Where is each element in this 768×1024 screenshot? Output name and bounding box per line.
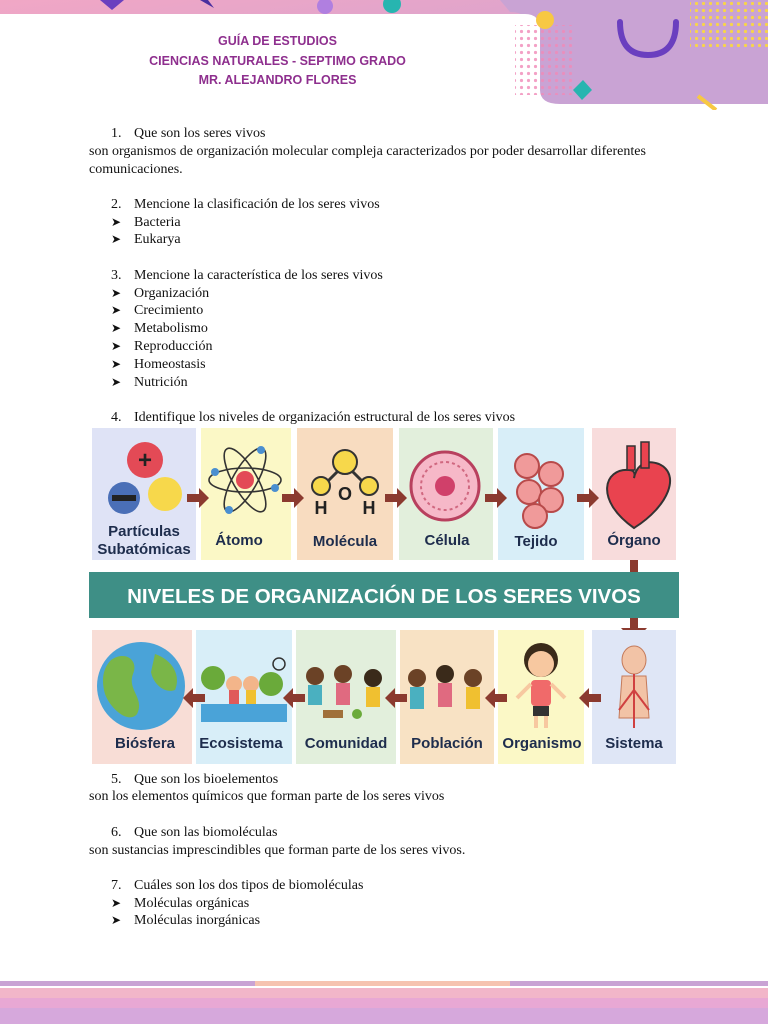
question-4: 4. Identifique los niveles de organización estructural de los seres vivos: [111, 409, 516, 425]
label-atomo: Átomo: [215, 532, 263, 549]
course-subtitle: CIENCIAS NATURALES - SEPTIMO GRADO: [149, 53, 406, 68]
teacher-name: MR. ALEJANDRO FLORES: [198, 73, 357, 87]
question-2: 2. Mencione la clasificación de los seres vivos: [111, 196, 380, 212]
arrowhead-bullet-icon: ➤: [111, 356, 122, 371]
arrowhead-bullet-icon: ➤: [111, 913, 122, 928]
label-organo: Órgano: [607, 532, 661, 549]
question-4-text: Identifique los niveles de organización estructural de los seres vivos: [134, 409, 516, 425]
list-item: ➤ Moléculas orgánicas: [111, 895, 250, 911]
arrowhead-bullet-icon: ➤: [111, 214, 122, 229]
cell-icon: [411, 452, 479, 520]
label-sistema: Sistema: [605, 735, 663, 752]
list-item: ➤ Homeostasis: [111, 356, 206, 372]
question-2-text: Mencione la clasificación de los seres vivos: [134, 196, 380, 212]
list-item: ➤ Reproducción: [111, 338, 213, 354]
arrowhead-bullet-icon: ➤: [111, 374, 122, 389]
question-3: 3. Mencione la característica de los seres vivos: [111, 267, 383, 283]
list-item: ➤ Moléculas inorgánicas: [111, 913, 261, 929]
organization-levels-diagram: [89, 428, 679, 766]
label-biosfera: Biósfera: [114, 735, 176, 752]
question-1-text: Que son los seres vivos: [134, 126, 266, 141]
arrowhead-bullet-icon: ➤: [111, 232, 122, 247]
diagram-title: NIVELES DE ORGANIZACIÓN DE LOS SERES VIVOS: [127, 585, 641, 608]
plus-sign: +: [137, 447, 153, 474]
label-comunidad: Comunidad: [304, 735, 388, 752]
question-5: 5. Que son los bioelementos: [111, 771, 279, 787]
label-particulas: Partículas: [108, 523, 180, 540]
label-celula: Célula: [424, 532, 470, 549]
label-ecosistema: Ecosistema: [199, 735, 283, 752]
arrowhead-bullet-icon: ➤: [111, 895, 122, 910]
answer-1: son organismos de organización molecular compleja caracterizados por poder desarrollar diferentes comunicaciones.: [89, 143, 646, 177]
globe-icon: [97, 642, 185, 730]
neutron-icon: [148, 477, 182, 511]
question-6: 6. Que son las biomoléculas: [111, 824, 278, 840]
list-item: ➤ Bacteria: [111, 214, 181, 230]
list-item: ➤ Crecimiento: [111, 303, 204, 319]
question-1: 1. Que son los seres vivos: [111, 126, 266, 141]
svg-text:O: O: [337, 484, 353, 504]
decorative-footer-stripes: [0, 978, 768, 1024]
question-7: 7. Cuáles son los dos tipos de biomoléculas: [111, 877, 364, 893]
list-item: ➤ Nutrición: [111, 374, 188, 390]
question-5-text: Que son los bioelementos: [134, 771, 279, 787]
list-item: ➤ Metabolismo: [111, 321, 208, 337]
list-item: ➤ Eukarya: [111, 232, 181, 248]
population-icon: [408, 665, 482, 709]
answer-6: son sustancias imprescindibles que forman parte de los seres vivos.: [89, 842, 466, 858]
label-subatomicas: Subatómicas: [97, 541, 191, 558]
answer-5: son los elementos químicos que forman parte de los seres vivos: [89, 789, 445, 805]
label-tejido: Tejido: [514, 533, 558, 550]
body-system-icon: [619, 646, 649, 728]
label-organismo: Organismo: [502, 735, 582, 752]
arrowhead-bullet-icon: ➤: [111, 338, 122, 353]
arrowhead-bullet-icon: ➤: [111, 285, 122, 300]
question-7-text: Cuáles son los dos tipos de biomoléculas: [134, 877, 364, 893]
arrowhead-bullet-icon: ➤: [111, 303, 122, 318]
list-item: ➤ Organización: [111, 285, 210, 301]
arrowhead-bullet-icon: ➤: [111, 321, 122, 336]
document-header: [100, 32, 455, 91]
question-3-text: Mencione la característica de los seres vivos: [134, 267, 383, 283]
label-molecula: Molécula: [312, 533, 378, 550]
question-6-text: Que son las biomoléculas: [134, 824, 278, 840]
svg-text:H: H: [362, 498, 376, 518]
guide-title: GUÍA DE ESTUDIOS: [218, 34, 337, 48]
svg-text:H: H: [314, 498, 328, 518]
label-poblacion: Población: [411, 735, 483, 752]
